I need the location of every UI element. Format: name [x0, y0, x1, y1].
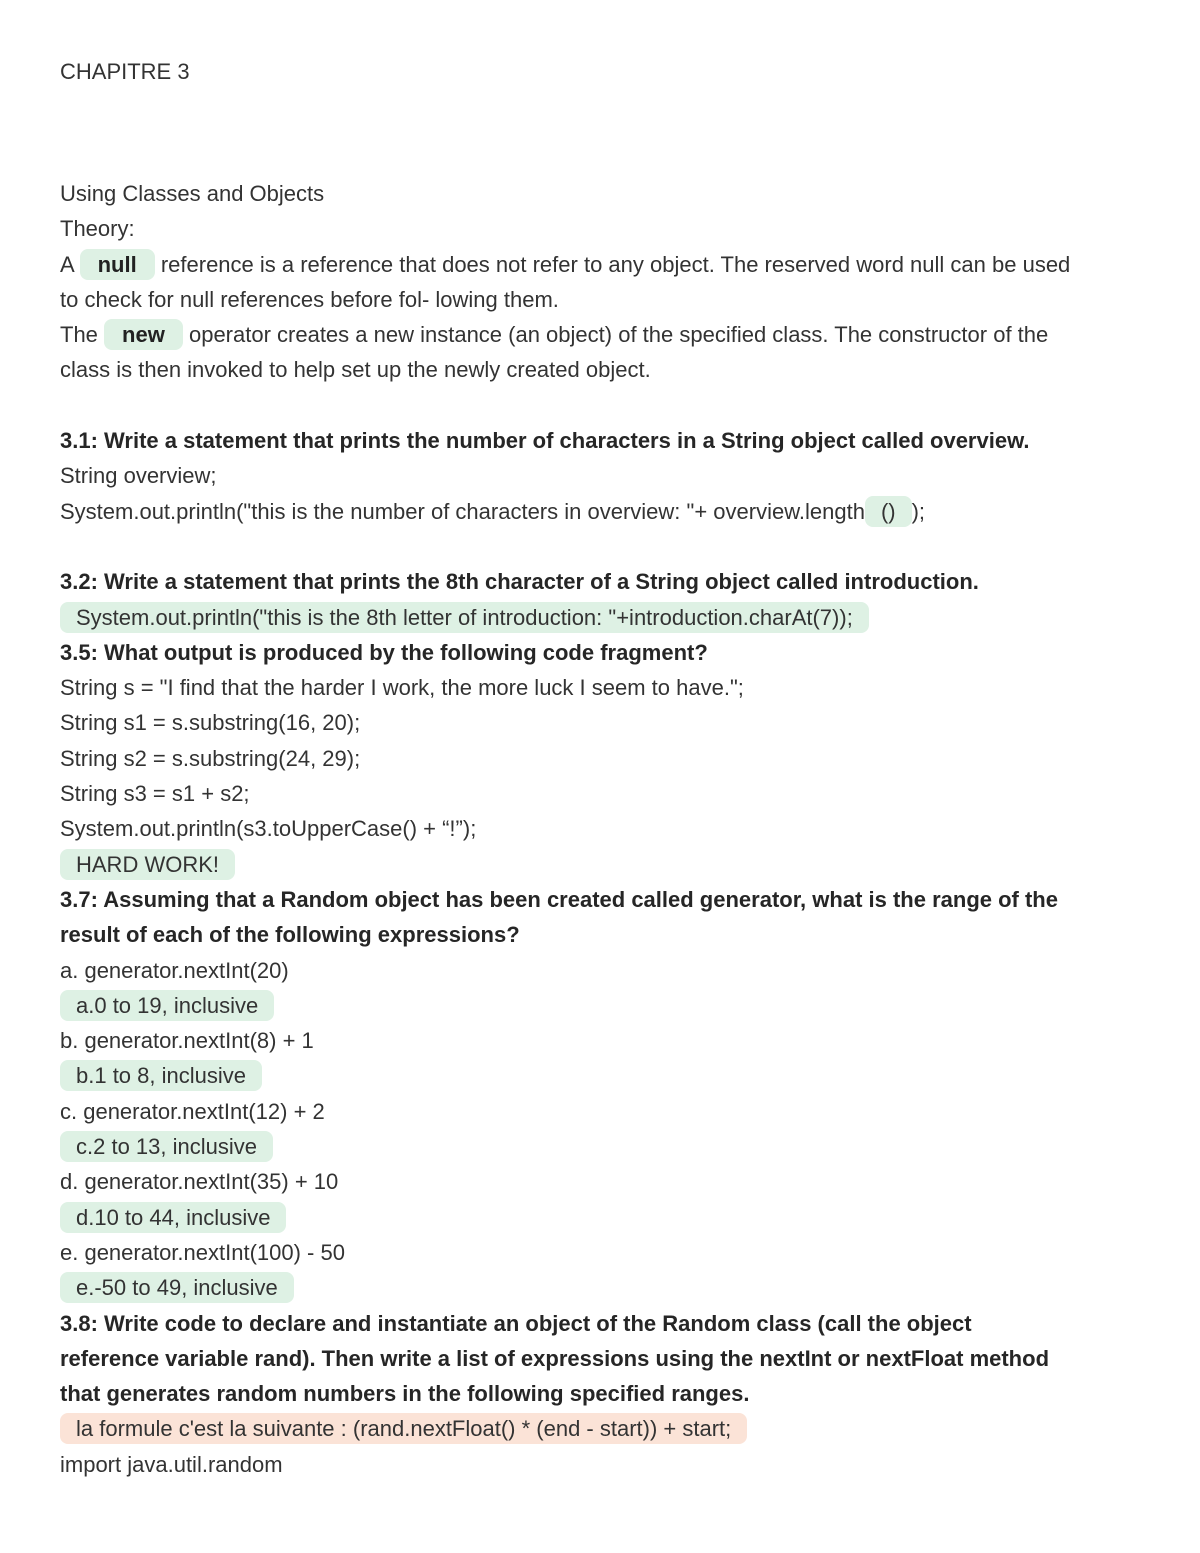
question-3-8-line-3: that generates random numbers in the following specified ranges. — [60, 1381, 750, 1407]
null-answer-highlight: null — [80, 249, 155, 280]
chapter-heading: CHAPITRE 3 — [60, 59, 190, 84]
q37-answer-highlight: e.-50 to 49, inclusive — [60, 1272, 294, 1303]
spacer — [60, 388, 1150, 423]
question-3-8-line-1: 3.8: Write code to declare and instantiate an object of the Random class (call the object — [60, 1310, 972, 1336]
question-3-7-line-2: result of each of the following expressions? — [60, 922, 520, 948]
q32-answer-line — [60, 600, 1150, 635]
question-3-1: 3.1: Write a statement that prints the number of characters in a String object called overview. — [60, 428, 1030, 454]
q35-answer-line — [60, 847, 1150, 882]
question-3-5: 3.5: What output is produced by the following code fragment? — [60, 639, 708, 665]
document-body — [60, 176, 1150, 1482]
q31-answer-highlight: () — [865, 496, 912, 527]
q37-answer-highlight: b.1 to 8, inclusive — [60, 1060, 262, 1091]
new-answer-highlight: new — [104, 319, 183, 350]
q31-code-line-1: String overview; — [60, 463, 217, 489]
q37-answer-highlight: c.2 to 13, inclusive — [60, 1131, 273, 1162]
q37-answer-line — [60, 1058, 1150, 1093]
q38-code-line: import java.util.random — [60, 1451, 283, 1477]
section-title: Using Classes and Objects — [60, 181, 325, 206]
question-3-7-line-1: 3.7: Assuming that a Random object has been created called generator, what is the range of the — [60, 886, 1058, 912]
theory-label: Theory: — [60, 216, 135, 242]
theory-null-prefix: A — [60, 251, 74, 277]
q37-answer-highlight: d.10 to 44, inclusive — [60, 1202, 286, 1233]
theory-null-line — [60, 247, 1150, 282]
q31-code-text: System.out.println("this is the number of characters in overview: "+ overview.length — [60, 498, 865, 524]
q37-answer-line — [60, 1129, 1150, 1164]
q35-code-line: String s3 = s1 + s2; — [60, 781, 250, 807]
q37-answer-line — [60, 988, 1150, 1023]
q35-answer-highlight: HARD WORK! — [60, 849, 235, 880]
q35-code-line: String s2 = s.substring(24, 29); — [60, 745, 361, 771]
q37-answer-highlight: a.0 to 19, inclusive — [60, 990, 274, 1021]
q37-expression: c. generator.nextInt(12) + 2 — [60, 1098, 325, 1124]
q38-note-line — [60, 1411, 1150, 1446]
q35-code-line: String s1 = s.substring(16, 20); — [60, 710, 361, 736]
q37-answer-line — [60, 1200, 1150, 1235]
q37-expression: b. generator.nextInt(8) + 1 — [60, 1028, 314, 1054]
question-3-8-line-2: reference variable rand). Then write a list of expressions using the nextInt or nextFloat method — [60, 1345, 1050, 1371]
q37-expression: d. generator.nextInt(35) + 10 — [60, 1169, 339, 1195]
theory-new-line — [60, 317, 1150, 352]
q37-expression: e. generator.nextInt(100) - 50 — [60, 1239, 345, 1265]
theory-new-text: operator creates a new instance (an object) of the specified class. The constructor of the — [188, 322, 1049, 348]
q31-code-line-2 — [60, 494, 1150, 529]
theory-new-continuation: class is then invoked to help set up the newly created object. — [60, 357, 651, 383]
theory-new-prefix: The — [60, 322, 98, 348]
q37-answer-line — [60, 1270, 1150, 1305]
theory-null-text: reference is a reference that does not refer to any object. The reserved word null can be used — [160, 251, 1071, 277]
q32-answer-highlight: System.out.println("this is the 8th letter of introduction: "+introduction.charAt(7)); — [60, 602, 869, 633]
q38-note-highlight: la formule c'est la suivante : (rand.nextFloat() * (end - start)) + start; — [60, 1413, 747, 1444]
q35-code-line: String s = "I find that the harder I work, the more luck I seem to have."; — [60, 675, 744, 701]
q37-expression: a. generator.nextInt(20) — [60, 957, 289, 983]
theory-null-continuation: to check for null references before fol- lowing them. — [60, 286, 559, 312]
q31-code-end: ); — [911, 498, 926, 524]
question-3-2: 3.2: Write a statement that prints the 8th character of a String object called introduction. — [60, 569, 979, 595]
q35-code-line: System.out.println(s3.toUpperCase() + “!”); — [60, 816, 477, 842]
spacer — [60, 529, 1150, 564]
